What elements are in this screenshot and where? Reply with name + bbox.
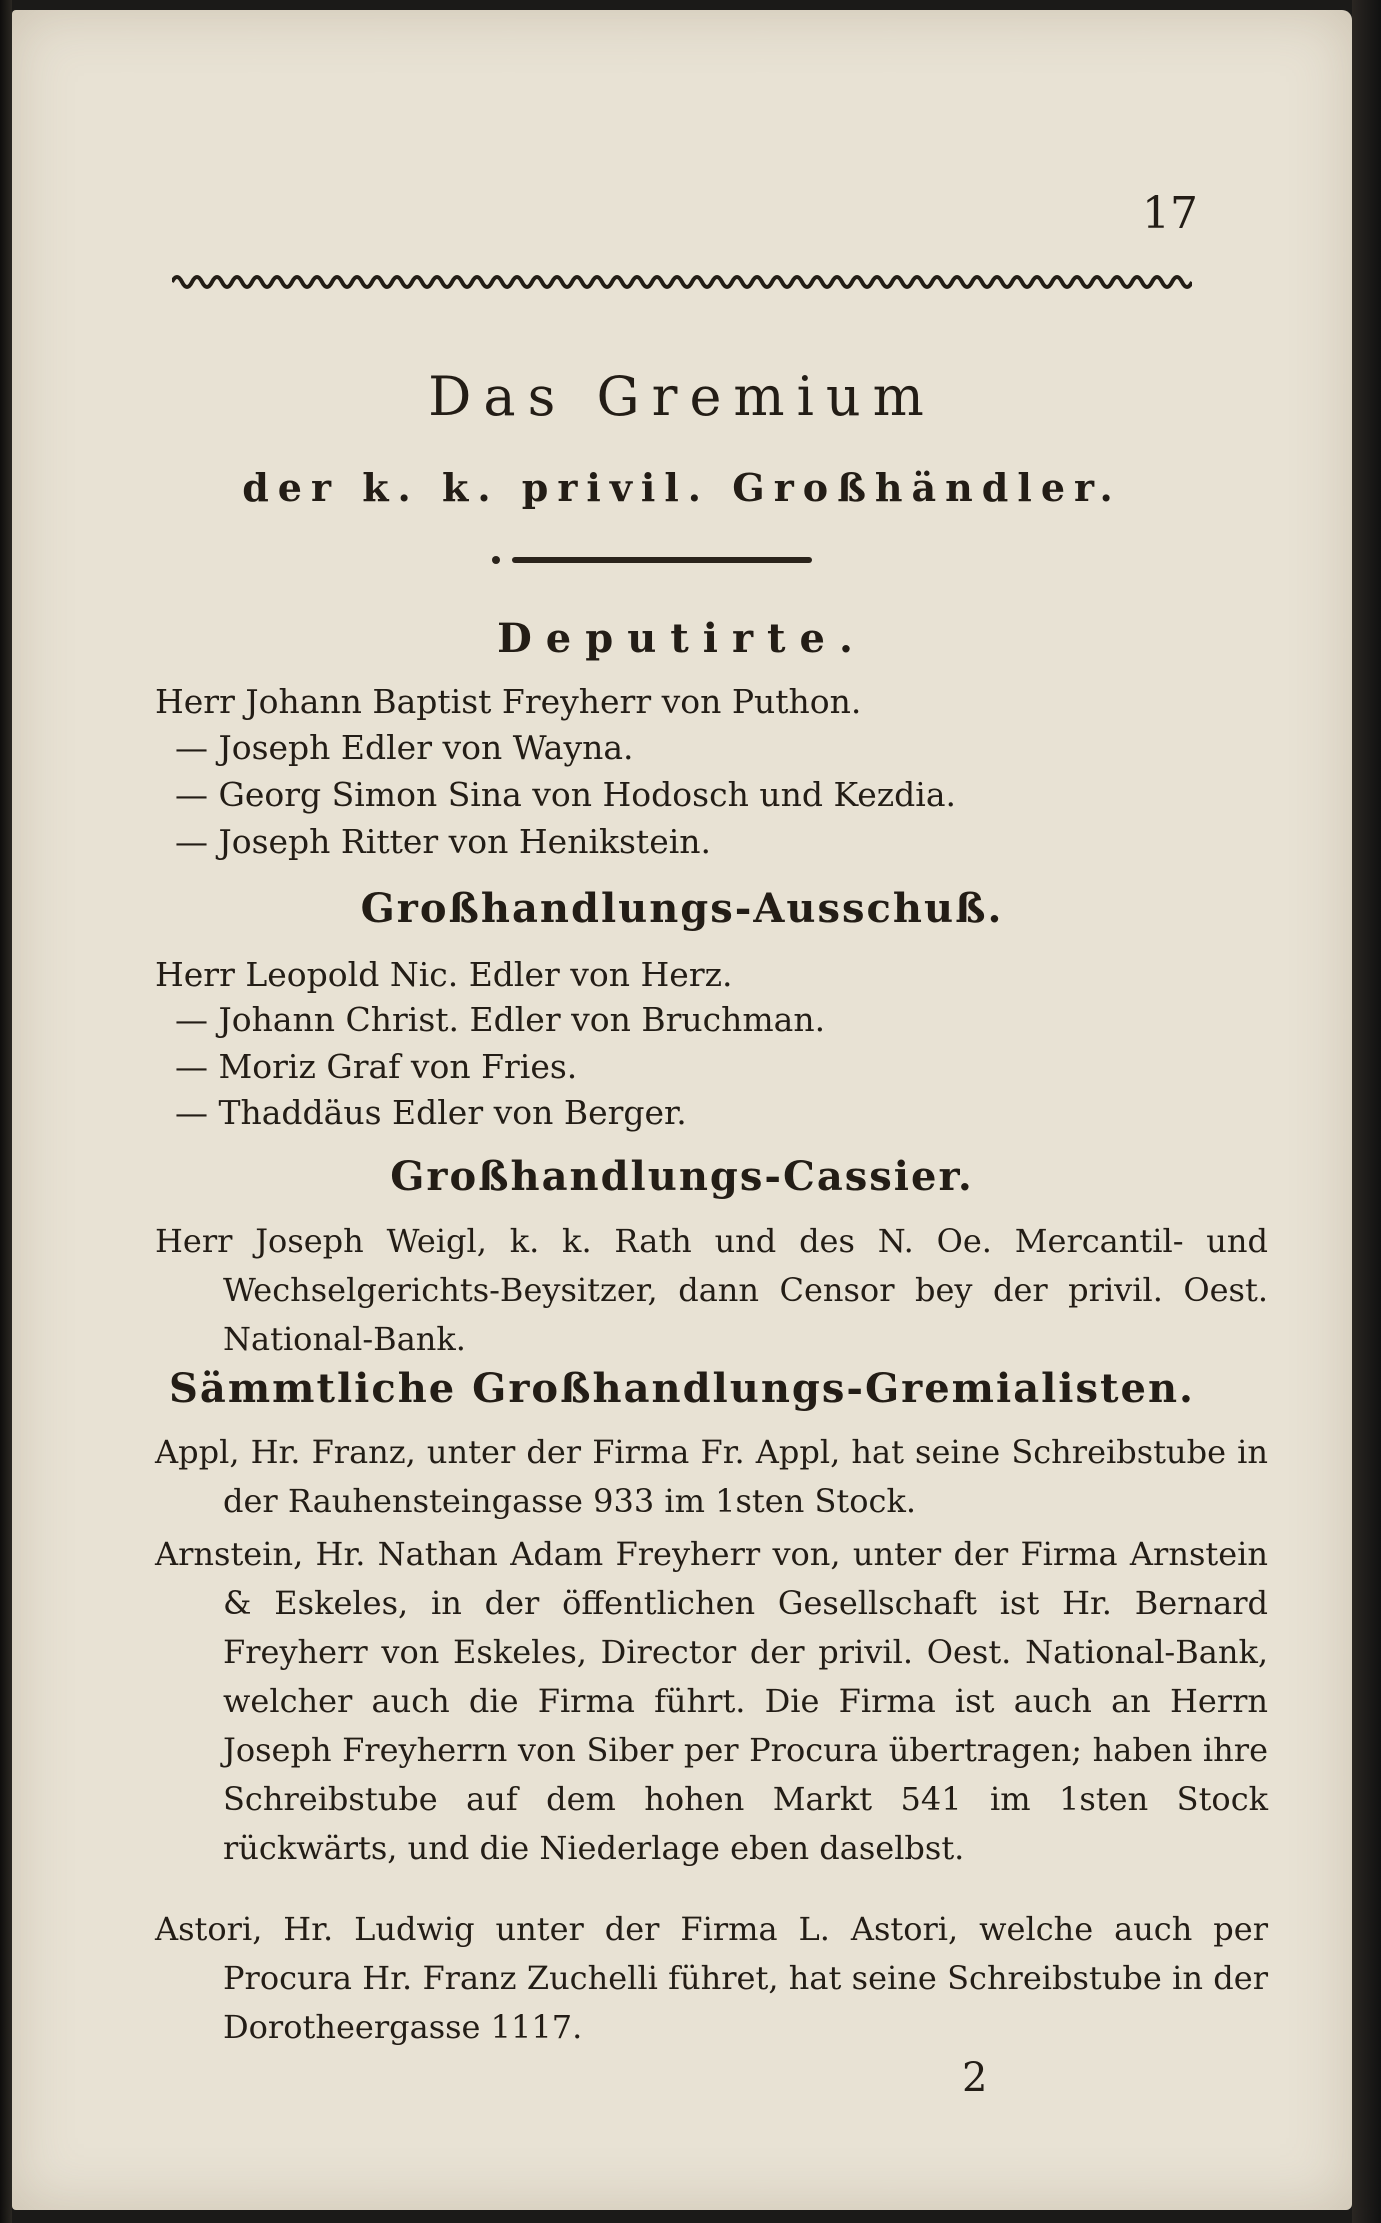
section-heading-cassier: Großhandlungs-Cassier.: [390, 1153, 974, 1200]
book-page: [12, 10, 1352, 2210]
list-item: Appl, Hr. Franz, unter der Firma Fr. Appl, hat seine Schreibstube in der Rauhensteingasse 933 im 1sten Stock.: [155, 1433, 1268, 1520]
list-item: — Georg Simon Sina von Hodosch und Kezdia.: [175, 775, 956, 814]
list-item: — Moriz Graf von Fries.: [175, 1047, 578, 1086]
list-item: — Joseph Ritter von Henikstein.: [175, 822, 712, 861]
page-subtitle: der k. k. privil. Großhändler.: [242, 465, 1122, 510]
section-heading-gremialisten: Sämmtliche Großhandlungs-Gremialisten.: [169, 1365, 1195, 1412]
list-item: Arnstein, Hr. Nathan Adam Freyherr von, unter der Firma Arnstein & Eskeles, in der öffentlichen Gesellschaft ist Hr. Bernard Freyherr von Eskeles, Director der privil. Oest. National-Bank, welcher auch die Firma führt. Die Firma ist auch an Herrn Joseph Freyherrn von Siber per Procura übertragen; haben ihre Schreibstube auf dem hohen Markt 541 im 1sten Stock rückwärts, und die Niederlage eben daselbst.: [155, 1535, 1268, 1867]
divider-rule: [512, 557, 812, 563]
list-item: — Joseph Edler von Wayna.: [175, 728, 634, 767]
list-item: Herr Johann Baptist Freyherr von Puthon.: [155, 682, 862, 721]
rule-dot: [492, 556, 500, 564]
signature-mark: 2: [962, 2055, 988, 2101]
page-edge: [1352, 0, 1381, 2223]
section-heading-ausschuss: Großhandlungs-Ausschuß.: [360, 885, 1004, 932]
book-spine: [0, 0, 12, 2223]
list-item: Herr Leopold Nic. Edler von Herz.: [155, 955, 733, 994]
list-item: — Johann Christ. Edler von Bruchman.: [175, 1000, 826, 1039]
page-number: 17: [1142, 188, 1198, 239]
list-item: — Thaddäus Edler von Berger.: [175, 1093, 687, 1132]
page-title: Das Gremium: [428, 365, 936, 428]
ornamental-border: [172, 272, 1192, 292]
list-item: Astori, Hr. Ludwig unter der Firma L. Astori, welche auch per Procura Hr. Franz Zuchelli führet, hat seine Schreibstube in der Dorotheergasse 1117.: [155, 1910, 1268, 2046]
cassier-paragraph: Herr Joseph Weigl, k. k. Rath und des N. Oe. Mercantil- und Wechselgerichts-Beysitzer, dann Censor bey der privil. Oest. National-Bank.: [155, 1222, 1268, 1358]
section-heading-deputirte: Deputirte.: [497, 615, 867, 662]
